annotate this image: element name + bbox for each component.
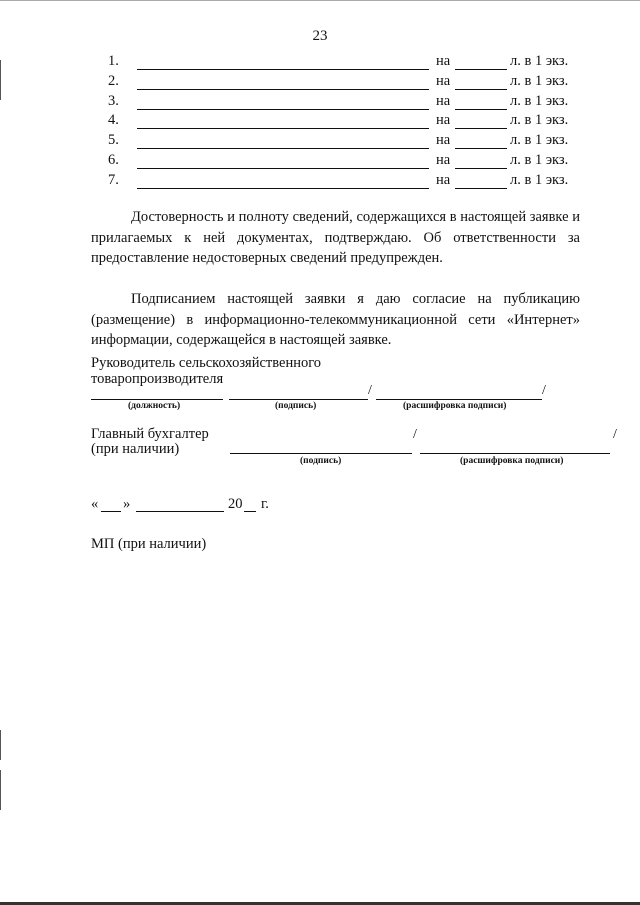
date-day-line [101,511,121,512]
head-decoding-line [376,399,542,400]
accountant-signature-line [230,453,412,454]
accountant-slash-end: / [613,427,617,442]
accuracy-text: Достоверность и полноту сведений, содержащихся в настоящей заявке и прилагаемых к ней документах, подтверждаю. Об ответственности за предоставление недостоверных сведений предупрежден. [91,209,580,266]
attachment-sheets-label: л. в 1 экз. [510,132,569,148]
attachment-number: 6. [108,152,119,168]
attachment-name-line [137,69,429,70]
attachment-sheets-label: л. в 1 экз. [510,152,569,168]
attachment-name-line [137,168,429,169]
head-signature-line [229,399,368,400]
attachment-number: 1. [108,53,119,69]
consent-text: Подписанием настоящей заявки я даю согласие на публикацию (размещение) в информационно-телекоммуникационной сети «Интернет» информации, содержащейся в настоящей заявке. [91,291,580,348]
attachment-sheets-label: л. в 1 экз. [510,53,569,69]
attachment-on-label: на [436,73,451,89]
attachment-on-label: на [436,112,451,128]
attachment-on-label: на [436,53,451,69]
date-year-line [244,511,256,512]
scan-margin-mark [0,770,1,810]
attachment-number: 2. [108,73,119,89]
caption-signature: (подпись) [300,456,342,466]
consent-paragraph [91,289,580,351]
head-slash-end: / [542,383,546,398]
attachment-row [0,152,640,172]
attachment-on-label: на [436,93,451,109]
attachment-number: 5. [108,132,119,148]
caption-signature: (подпись) [275,401,317,411]
attachment-sheets-line [455,168,507,169]
head-slash: / [368,383,372,398]
attachment-sheets-label: л. в 1 экз. [510,172,569,188]
attachment-row [0,132,640,152]
caption-decoding: (расшифровка подписи) [403,401,507,411]
date-year-prefix: 20 [228,496,243,512]
accuracy-paragraph [91,207,580,269]
attachment-sheets-line [455,69,507,70]
attachment-on-label: на [436,152,451,168]
attachment-on-label: на [436,132,451,148]
caption-decoding: (расшифровка подписи) [460,456,564,466]
attachment-sheets-line [455,148,507,149]
accountant-title-line2: (при наличии) [91,441,180,457]
stamp-place: МП (при наличии) [91,536,207,552]
attachment-name-line [137,148,429,149]
head-position-line [91,399,223,400]
attachment-sheets-line [455,109,507,110]
attachment-number: 7. [108,172,119,188]
date-open-quote: « [91,496,99,512]
accountant-slash: / [413,427,417,442]
attachment-sheets-label: л. в 1 экз. [510,112,569,128]
attachment-sheets-line [455,128,507,129]
accountant-title-line1: Главный бухгалтер [91,426,209,442]
attachment-row [0,73,640,93]
attachment-sheets-line [455,89,507,90]
attachment-row [0,112,640,132]
head-title [91,355,321,387]
attachment-number: 3. [108,93,119,109]
accountant-title [91,427,209,457]
attachment-name-line [137,188,429,189]
caption-position: (должность) [128,401,181,411]
attachment-row [0,53,640,73]
scan-margin-mark [0,730,1,760]
attachment-number: 4. [108,112,119,128]
head-title-line1: Руководитель сельскохозяйственного [91,355,322,371]
date-close-quote: » [123,496,131,512]
attachment-sheets-label: л. в 1 экз. [510,93,569,109]
accountant-decoding-line [420,453,610,454]
head-title-line2: товаропроизводителя [91,371,224,387]
attachment-sheets-label: л. в 1 экз. [510,73,569,89]
attachment-row [0,93,640,113]
attachment-sheets-line [455,188,507,189]
date-year-suffix: г. [261,496,269,512]
page-number: 23 [312,28,328,44]
attachment-row [0,172,640,192]
attachment-name-line [137,109,429,110]
attachment-name-line [137,128,429,129]
date-month-line [136,511,224,512]
attachment-name-line [137,89,429,90]
attachment-on-label: на [436,172,451,188]
page-top-edge [0,0,640,1]
